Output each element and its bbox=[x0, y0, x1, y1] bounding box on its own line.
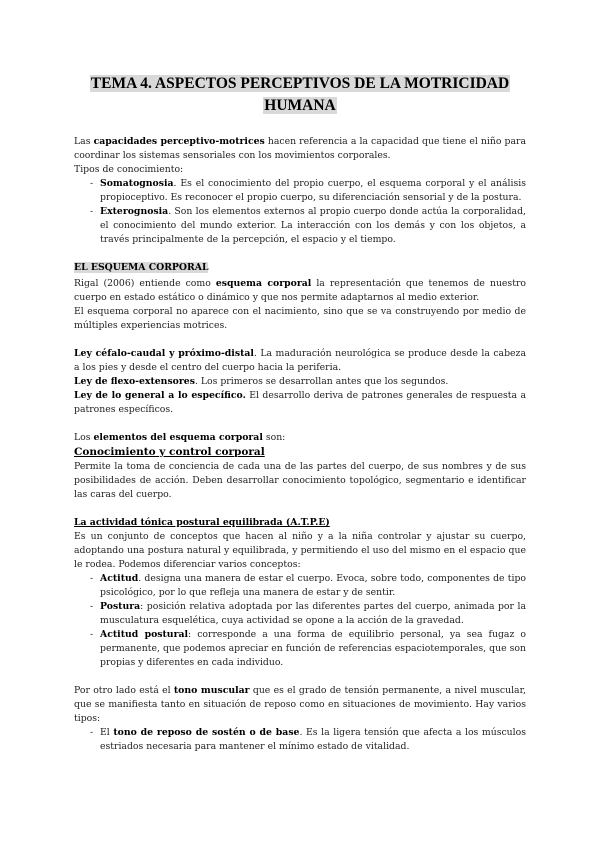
subsection-paragraph: Permite la toma de conciencia de cada una de las partes del cuerpo, de sus nombres y de sus posibilidades de acción. Deben desarrollar conocimiento topológico, segmentario e identificar las caras del cuerpo. bbox=[74, 461, 526, 500]
dash-bullet: - bbox=[90, 601, 94, 612]
section-heading: EL ESQUEMA CORPORAL bbox=[74, 262, 209, 273]
page-title bbox=[74, 73, 526, 117]
list-item: - Somatognosia. Es el conocimiento del propio cuerpo, el esquema corporal y el análisis propioceptivo. Es reconocer el propio cuerpo, su diferenciación sensorial y de la postura. bbox=[90, 178, 526, 203]
intro-block bbox=[74, 135, 526, 247]
tono-paragraph: Por otro lado está el tono muscular que es el grado de tensión permanente, a nivel muscular, que se manifiesta tanto en situación de reposo como en situaciones de movimiento. Hay varios tipos: bbox=[74, 685, 526, 724]
dash-bullet: - bbox=[90, 629, 94, 640]
intro-paragraph: Las capacidades perceptivo-motrices hacen referencia a la capacidad que tiene el niño para coordinar los sistemas sensoriales con los movimientos corporales. bbox=[74, 136, 526, 161]
intro-types-label: Tipos de conocimiento: bbox=[74, 164, 184, 175]
dash-bullet: - bbox=[90, 573, 94, 584]
subsection-heading: La actividad tónica postural equilibrada (A.T.P.E) bbox=[74, 517, 330, 528]
elements-intro: Los elementos del esquema corporal son: bbox=[74, 432, 286, 443]
dash-bullet: - bbox=[90, 727, 94, 738]
list-item: - El tono de reposo de sostén o de base. Es la ligera tensión que afecta a los músculos estriados necesaria para mantener el mínimo estado de vitalidad. bbox=[90, 727, 527, 752]
law-paragraph: Ley céfalo-caudal y próximo-distal. La maduración neurológica se produce desde la cabeza a los pies y desde el centro del cuerpo hacia la periferia. bbox=[74, 348, 526, 373]
section-paragraph: Rigal (2006) entiende como esquema corporal la representación que tenemos de nuestro cuerpo en estado estático o dinámico y que nos permite adaptarnos al medio exterior. bbox=[74, 278, 526, 303]
list-item: - Actitud postural: corresponde a una forma de equilibrio personal, ya sea fugaz o permanente, que podemos apreciar en función de referencias espaciotemporales, que son propias y diferentes en cada individuo. bbox=[90, 629, 527, 668]
subsection-atpe bbox=[74, 516, 526, 670]
intro-term: capacidades perceptivo-motrices bbox=[93, 136, 265, 147]
section-esquema-corporal bbox=[74, 261, 526, 445]
list-item: - Exterognosia. Son los elementos externos al propio cuerpo donde actúa la corporalidad, el conocimiento del mundo exterior. La interacción con los demás y con los objetos, a través principalmente de la percepción, el espacio y el tiempo. bbox=[90, 206, 526, 245]
concepts-list bbox=[74, 572, 526, 670]
tono-muscular-block bbox=[74, 684, 526, 754]
knowledge-types-list bbox=[74, 177, 526, 247]
title-line-1: TEMA 4. ASPECTOS PERCEPTIVOS DE LA MOTRICIDAD bbox=[90, 75, 510, 92]
law-paragraph: Ley de lo general a lo específico. El desarrollo deriva de patrones generales de respuesta a patrones específicos. bbox=[74, 390, 526, 415]
dash-bullet: - bbox=[90, 206, 94, 217]
title-line-2: HUMANA bbox=[264, 97, 336, 114]
list-item: - Postura: posición relativa adoptada por las diferentes partes del cuerpo, animada por la musculatura esquelética, cuya actividad se opone a la acción de la gravedad. bbox=[90, 601, 526, 626]
subsection-heading: Conocimiento y control corporal bbox=[74, 446, 265, 458]
section-paragraph: El esquema corporal no aparece con el nacimiento, sino que se va construyendo por medio de múltiples experiencias motrices. bbox=[74, 306, 526, 331]
subsection-conocimiento bbox=[74, 445, 526, 502]
list-item: - Actitud. designa una manera de estar el cuerpo. Evoca, sobre todo, componentes de tipo psicológico, por lo que refleja una manera de estar y de sentir. bbox=[90, 573, 526, 598]
law-paragraph: Ley de flexo-extensores. Los primeros se desarrollan antes que los segundos. bbox=[74, 376, 449, 387]
dash-bullet: - bbox=[90, 178, 94, 189]
tono-types-list bbox=[74, 726, 526, 754]
subsection-paragraph: Es un conjunto de conceptos que hacen al niño y a la niña controlar y ajustar su cuerpo, adoptando una postura natural y equilibrada, y permitiendo el uso del mismo en el espacio que le rodea. Podemos diferenciar varios conceptos: bbox=[74, 531, 526, 570]
